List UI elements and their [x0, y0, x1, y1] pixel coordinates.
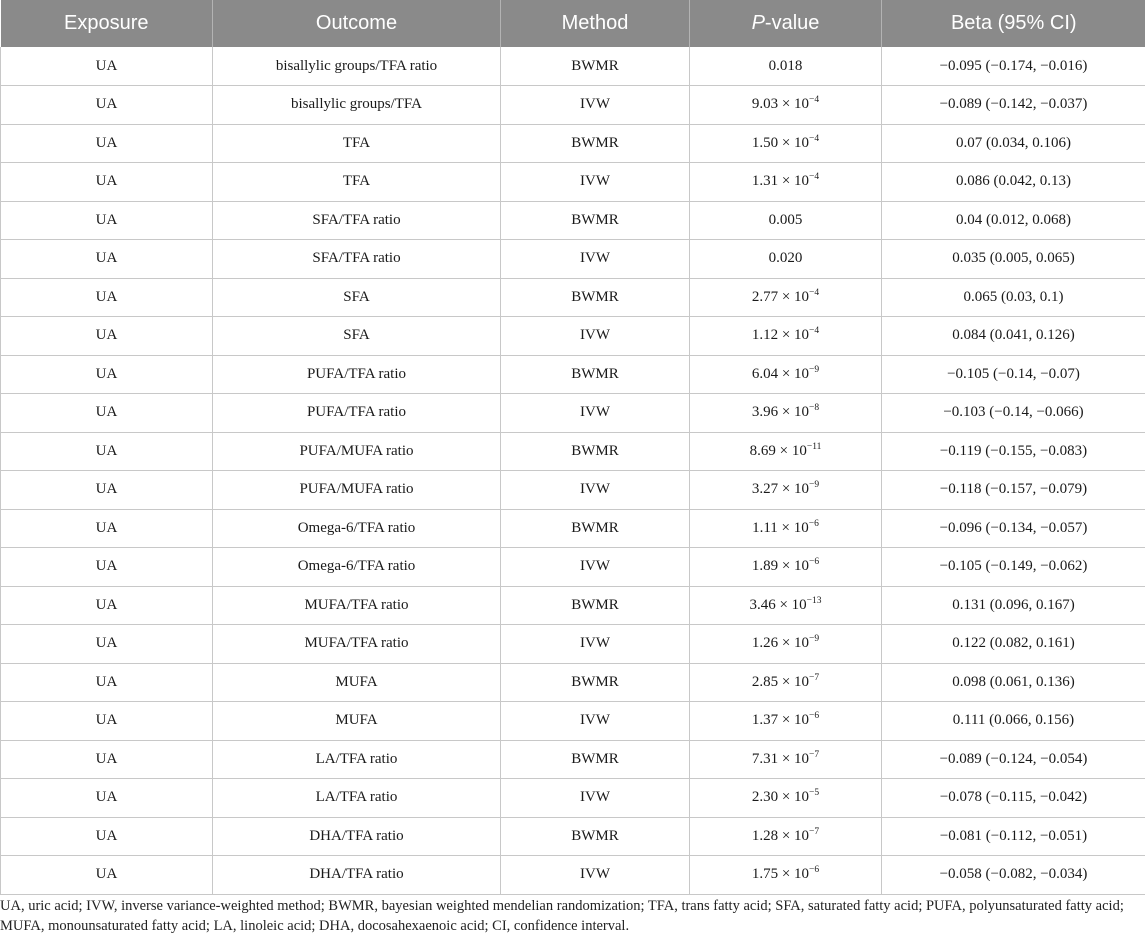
table-row — [1, 355, 1145, 394]
p-value-exponent: −7 — [809, 826, 820, 837]
cell-exposure: UA — [1, 240, 213, 279]
cell-beta: 0.098 (0.061, 0.136) — [882, 663, 1145, 702]
cell-exposure: UA — [1, 509, 213, 548]
p-value-exponent: −6 — [808, 518, 819, 529]
p-value-mantissa: 9.03 × 10 — [751, 96, 810, 113]
cell-p-value — [690, 509, 882, 548]
cell-beta: −0.105 (−0.14, −0.07) — [882, 355, 1145, 394]
cell-beta: −0.089 (−0.142, −0.037) — [882, 86, 1145, 125]
cell-outcome: DHA/TFA ratio — [213, 856, 501, 895]
cell-beta: −0.105 (−0.149, −0.062) — [882, 548, 1145, 587]
cell-exposure: UA — [1, 471, 213, 510]
cell-method: IVW — [501, 856, 690, 895]
table-row — [1, 663, 1145, 702]
table-row — [1, 47, 1145, 86]
p-value-mantissa: 2.85 × 10 — [751, 673, 810, 690]
p-value-mantissa: 7.31 × 10 — [751, 750, 810, 767]
cell-outcome: bisallylic groups/TFA ratio — [213, 47, 501, 86]
p-value-exponent: −4 — [809, 95, 820, 106]
p-value-exponent: −8 — [809, 403, 820, 414]
table-row — [1, 586, 1145, 625]
cell-method: BWMR — [501, 47, 690, 86]
table-row — [1, 625, 1145, 664]
cell-beta: 0.04 (0.012, 0.068) — [882, 201, 1145, 240]
p-value-exponent: −5 — [809, 788, 820, 799]
header-method: Method — [501, 0, 690, 47]
table-body — [1, 47, 1145, 894]
cell-beta: −0.089 (−0.124, −0.054) — [882, 740, 1145, 779]
header-p-suffix: -value — [764, 12, 820, 34]
p-value-exponent: −7 — [809, 749, 820, 760]
cell-method: BWMR — [501, 201, 690, 240]
cell-exposure: UA — [1, 47, 213, 86]
cell-exposure: UA — [1, 278, 213, 317]
p-value-mantissa: 0.020 — [768, 250, 803, 267]
table-row — [1, 317, 1145, 356]
table-row — [1, 740, 1145, 779]
header-beta: Beta (95% CI) — [950, 12, 1077, 34]
cell-exposure: UA — [1, 86, 213, 125]
table-row — [1, 779, 1145, 818]
cell-p-value — [690, 779, 882, 818]
cell-exposure: UA — [1, 625, 213, 664]
cell-p-value — [690, 548, 882, 587]
p-value-mantissa: 0.018 — [768, 57, 803, 74]
table-row — [1, 509, 1145, 548]
cell-p-value — [690, 86, 882, 125]
cell-outcome: SFA/TFA ratio — [213, 240, 501, 279]
p-value-exponent: −7 — [809, 672, 820, 683]
header-p-italic: P — [751, 12, 765, 34]
table-row — [1, 548, 1145, 587]
cell-outcome: DHA/TFA ratio — [213, 817, 501, 856]
header-p-value — [690, 0, 882, 47]
cell-p-value — [690, 586, 882, 625]
cell-beta: 0.122 (0.082, 0.161) — [882, 625, 1145, 664]
cell-outcome: MUFA/TFA ratio — [213, 586, 501, 625]
cell-outcome: LA/TFA ratio — [213, 740, 501, 779]
cell-method: BWMR — [501, 509, 690, 548]
cell-exposure: UA — [1, 124, 213, 163]
p-value-mantissa: 1.28 × 10 — [751, 827, 810, 844]
cell-method: IVW — [501, 86, 690, 125]
cell-p-value — [690, 47, 882, 86]
p-value-exponent: −9 — [809, 364, 820, 375]
p-value-exponent: −9 — [809, 634, 820, 645]
cell-p-value — [690, 124, 882, 163]
cell-p-value — [690, 201, 882, 240]
cell-method: IVW — [501, 471, 690, 510]
p-value-mantissa: 2.30 × 10 — [751, 789, 810, 806]
p-value-mantissa: 1.89 × 10 — [751, 558, 810, 575]
p-value-exponent: −6 — [809, 865, 820, 876]
cell-outcome: MUFA/TFA ratio — [213, 625, 501, 664]
cell-beta: 0.131 (0.096, 0.167) — [882, 586, 1145, 625]
cell-outcome: PUFA/MUFA ratio — [213, 432, 501, 471]
cell-exposure: UA — [1, 163, 213, 202]
cell-p-value — [690, 355, 882, 394]
cell-exposure: UA — [1, 317, 213, 356]
cell-p-value — [690, 432, 882, 471]
cell-beta: −0.058 (−0.082, −0.034) — [882, 856, 1145, 895]
cell-outcome: bisallylic groups/TFA — [213, 86, 501, 125]
table-row — [1, 856, 1145, 895]
cell-beta: 0.035 (0.005, 0.065) — [882, 240, 1145, 279]
p-value-exponent: −4 — [809, 133, 820, 144]
cell-exposure: UA — [1, 663, 213, 702]
p-value-exponent: −9 — [809, 480, 820, 491]
p-value-mantissa: 1.11 × 10 — [752, 519, 809, 536]
p-value-mantissa: 3.27 × 10 — [751, 481, 810, 498]
p-value-mantissa: 1.12 × 10 — [751, 327, 810, 344]
cell-beta: 0.086 (0.042, 0.13) — [882, 163, 1145, 202]
cell-method: IVW — [501, 317, 690, 356]
cell-method: BWMR — [501, 278, 690, 317]
cell-method: BWMR — [501, 432, 690, 471]
cell-method: IVW — [501, 394, 690, 433]
cell-method: BWMR — [501, 740, 690, 779]
cell-outcome: TFA — [213, 163, 501, 202]
header-row — [1, 0, 1145, 47]
header-outcome: Outcome — [213, 0, 501, 47]
cell-outcome: MUFA — [213, 663, 501, 702]
table-row — [1, 163, 1145, 202]
p-value-mantissa: 0.005 — [768, 211, 803, 228]
cell-method: IVW — [501, 625, 690, 664]
cell-beta: −0.119 (−0.155, −0.083) — [882, 432, 1145, 471]
cell-p-value — [690, 856, 882, 895]
table-row — [1, 201, 1145, 240]
cell-outcome: PUFA/TFA ratio — [213, 355, 501, 394]
cell-beta: −0.078 (−0.115, −0.042) — [882, 779, 1145, 818]
cell-outcome: PUFA/MUFA ratio — [213, 471, 501, 510]
p-value-mantissa: 8.69 × 10 — [749, 442, 807, 459]
cell-p-value — [690, 278, 882, 317]
cell-exposure: UA — [1, 702, 213, 741]
cell-exposure: UA — [1, 817, 213, 856]
p-value-mantissa: 1.75 × 10 — [751, 866, 810, 883]
table-header — [1, 0, 1145, 47]
cell-outcome: Omega-6/TFA ratio — [213, 509, 501, 548]
table-row — [1, 240, 1145, 279]
cell-exposure: UA — [1, 432, 213, 471]
cell-outcome: MUFA — [213, 702, 501, 741]
p-value-exponent: −4 — [809, 326, 820, 337]
table-row — [1, 702, 1145, 741]
cell-p-value — [690, 240, 882, 279]
cell-method: BWMR — [501, 124, 690, 163]
table-row — [1, 471, 1145, 510]
cell-beta: −0.118 (−0.157, −0.079) — [882, 471, 1145, 510]
p-value-mantissa: 3.96 × 10 — [751, 404, 810, 421]
p-value-mantissa: 6.04 × 10 — [751, 365, 810, 382]
p-value-mantissa: 3.46 × 10 — [749, 596, 807, 613]
p-value-exponent: −13 — [806, 595, 822, 606]
cell-p-value — [690, 317, 882, 356]
cell-outcome: SFA — [213, 317, 501, 356]
table-row — [1, 86, 1145, 125]
cell-outcome: SFA — [213, 278, 501, 317]
p-value-exponent: −6 — [809, 557, 820, 568]
cell-beta: 0.07 (0.034, 0.106) — [882, 124, 1145, 163]
cell-method: IVW — [501, 702, 690, 741]
table-row — [1, 124, 1145, 163]
p-value-mantissa: 1.50 × 10 — [751, 134, 810, 151]
cell-outcome: LA/TFA ratio — [213, 779, 501, 818]
p-value-mantissa: 1.26 × 10 — [751, 635, 810, 652]
cell-p-value — [690, 702, 882, 741]
cell-beta: 0.065 (0.03, 0.1) — [882, 278, 1145, 317]
cell-exposure: UA — [1, 201, 213, 240]
cell-method: IVW — [501, 548, 690, 587]
p-value-exponent: −4 — [809, 172, 820, 183]
p-value-mantissa: 2.77 × 10 — [751, 288, 810, 305]
cell-exposure: UA — [1, 355, 213, 394]
table-row — [1, 278, 1145, 317]
cell-exposure: UA — [1, 586, 213, 625]
cell-method: IVW — [501, 240, 690, 279]
cell-beta: −0.096 (−0.134, −0.057) — [882, 509, 1145, 548]
cell-exposure: UA — [1, 856, 213, 895]
p-value-exponent: −4 — [809, 287, 820, 298]
p-value-mantissa: 1.37 × 10 — [751, 712, 810, 729]
cell-beta: 0.111 (0.066, 0.156) — [882, 702, 1145, 741]
cell-p-value — [690, 471, 882, 510]
cell-exposure: UA — [1, 779, 213, 818]
header-exposure: Exposure — [1, 0, 213, 47]
table-row — [1, 432, 1145, 471]
cell-outcome: TFA — [213, 124, 501, 163]
p-value-exponent: −6 — [809, 711, 820, 722]
cell-method: BWMR — [501, 663, 690, 702]
cell-beta: 0.084 (0.041, 0.126) — [882, 317, 1145, 356]
table-footnote: UA, uric acid; IVW, inverse variance-weighted method; BWMR, bayesian weighted mendelian randomization; TFA, trans fatty acid; SFA, saturated fatty acid; PUFA, polyunsaturated fatty acid; MUFA, monounsaturated fatty acid; LA, linoleic acid; DHA, docosahexaenoic acid; CI, confidence interval. — [0, 898, 1124, 934]
cell-method: IVW — [501, 779, 690, 818]
p-value-mantissa: 1.31 × 10 — [751, 173, 810, 190]
cell-method: BWMR — [501, 586, 690, 625]
table-row — [1, 817, 1145, 856]
cell-method: IVW — [501, 163, 690, 202]
cell-p-value — [690, 394, 882, 433]
cell-exposure: UA — [1, 394, 213, 433]
cell-beta: −0.095 (−0.174, −0.016) — [882, 47, 1145, 86]
cell-method: BWMR — [501, 355, 690, 394]
cell-p-value — [690, 663, 882, 702]
cell-outcome: SFA/TFA ratio — [213, 201, 501, 240]
cell-exposure: UA — [1, 740, 213, 779]
cell-p-value — [690, 817, 882, 856]
cell-beta: −0.081 (−0.112, −0.051) — [882, 817, 1145, 856]
cell-outcome: PUFA/TFA ratio — [213, 394, 501, 433]
cell-method: BWMR — [501, 817, 690, 856]
cell-exposure: UA — [1, 548, 213, 587]
cell-outcome: Omega-6/TFA ratio — [213, 548, 501, 587]
table-row — [1, 394, 1145, 433]
cell-p-value — [690, 625, 882, 664]
cell-p-value — [690, 163, 882, 202]
p-value-exponent: −11 — [806, 441, 822, 452]
cell-beta: −0.103 (−0.14, −0.066) — [882, 394, 1145, 433]
cell-p-value — [690, 740, 882, 779]
